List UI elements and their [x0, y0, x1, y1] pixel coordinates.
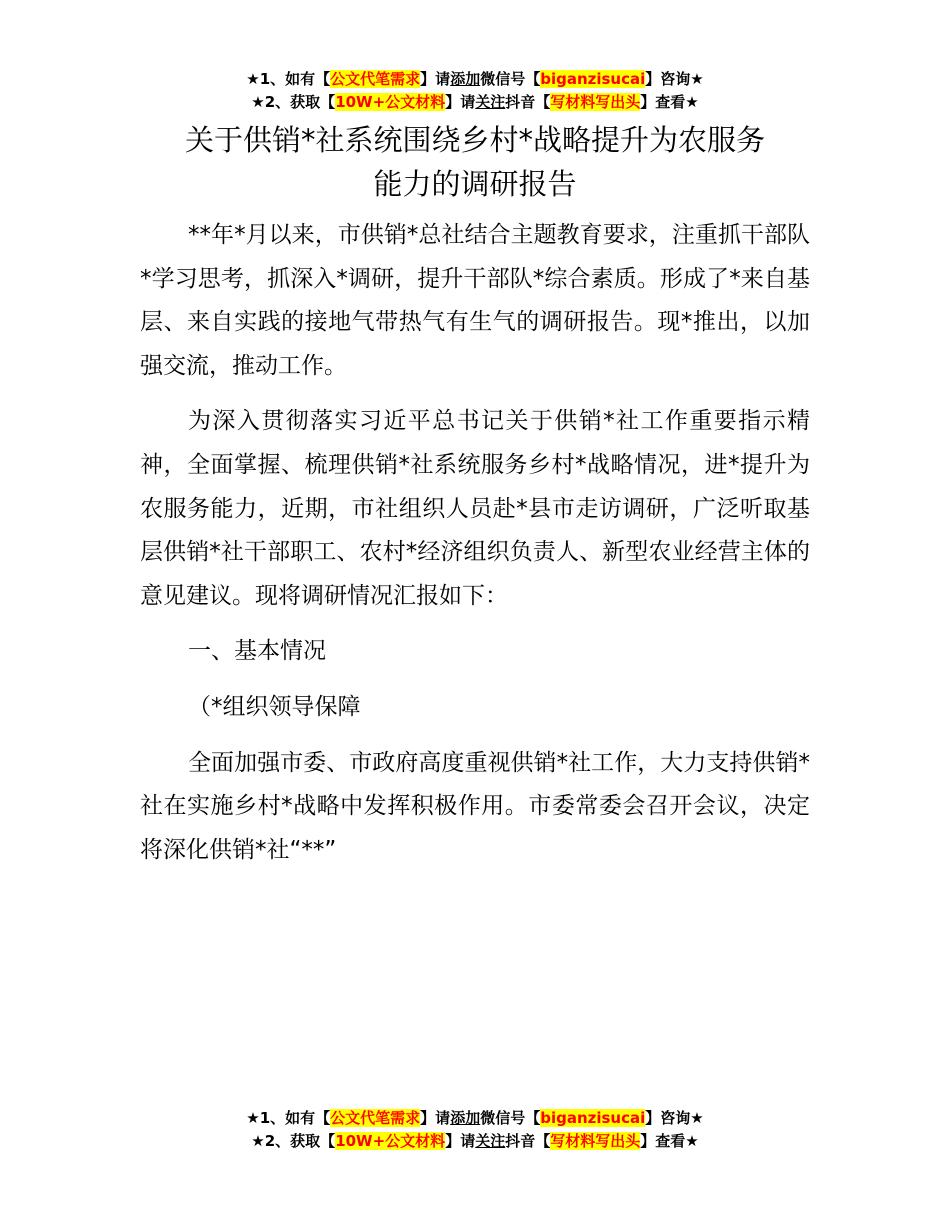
banner-underline: 关注 [475, 93, 506, 111]
paragraph: **年*月以来，市供销*总社结合主题教育要求，注重抓干部队*学习思考，抓深入*调研，提升干部队*综合素质。形成了*来自基层、来自实践的接地气带热气有生气的调研报告。现*推出，以加强交流，推动工作。 [140, 222, 810, 379]
banner-text: 】请 [445, 93, 476, 111]
banner-highlight: 写材料写出头 [550, 93, 641, 111]
banner-underline: 添加 [450, 1109, 481, 1127]
footer-banner [0, 1107, 950, 1153]
document-body [140, 214, 810, 884]
banner-text: 】查看★ [640, 93, 699, 111]
banner-text: 微信号【 [480, 1109, 541, 1127]
banner-highlight: biganzisucai [540, 1109, 646, 1127]
banner-highlight: biganzisucai [540, 70, 646, 88]
banner-text: 微信号【 [480, 70, 541, 88]
banner-text: 抖音【 [505, 93, 551, 111]
banner-text: ★2、获取【 [251, 93, 336, 111]
banner-text: 】咨询★ [645, 1109, 704, 1127]
banner-text: ★1、如有【 [246, 70, 331, 88]
banner-line-2 [0, 91, 950, 114]
banner-text: 抖音【 [505, 1132, 551, 1150]
banner-text: 】请 [445, 1132, 476, 1150]
banner-line-1 [0, 68, 950, 91]
banner-highlight: 10W+公文材料 [335, 93, 446, 111]
subsection-heading: （*组织领导保障 [188, 693, 361, 720]
banner-highlight: 公文代笔需求 [330, 70, 421, 88]
banner-highlight: 写材料写出头 [550, 1132, 641, 1150]
paragraph: 全面加强市委、市政府高度重视供销*社工作，大力支持供销*社在实施乡村*战略中发挥积极作用。市委常委会召开会议，决定将深化供销*社“**” [140, 749, 810, 863]
banner-text: 】请 [420, 70, 451, 88]
banner-highlight: 公文代笔需求 [330, 1109, 421, 1127]
paragraph: 为深入贯彻落实习近平总书记关于供销*社工作重要指示精神，全面掌握、梳理供销*社系统服务乡村*战略情况，进*提升为农服务能力，近期，市社组织人员赴*县市走访调研，广泛听取基层供销*社干部职工、农村*经济组织负责人、新型农业经营主体的意见建议。现将调研情况汇报如下： [140, 408, 810, 609]
document-title [100, 118, 850, 206]
banner-highlight: 10W+公文材料 [335, 1132, 446, 1150]
title-line-1: 关于供销*社系统围绕乡村*战略提升为农服务 [184, 123, 765, 157]
banner-line-1 [0, 1107, 950, 1130]
banner-line-2 [0, 1130, 950, 1153]
banner-underline: 添加 [450, 70, 481, 88]
banner-text: ★2、获取【 [251, 1132, 336, 1150]
banner-text: 】查看★ [640, 1132, 699, 1150]
banner-text: 】咨询★ [645, 70, 704, 88]
title-line-2: 能力的调研报告 [373, 167, 577, 201]
banner-underline: 关注 [475, 1132, 506, 1150]
header-banner [0, 68, 950, 114]
banner-text: 】请 [420, 1109, 451, 1127]
section-heading: 一、基本情况 [188, 638, 326, 665]
banner-text: ★1、如有【 [246, 1109, 331, 1127]
